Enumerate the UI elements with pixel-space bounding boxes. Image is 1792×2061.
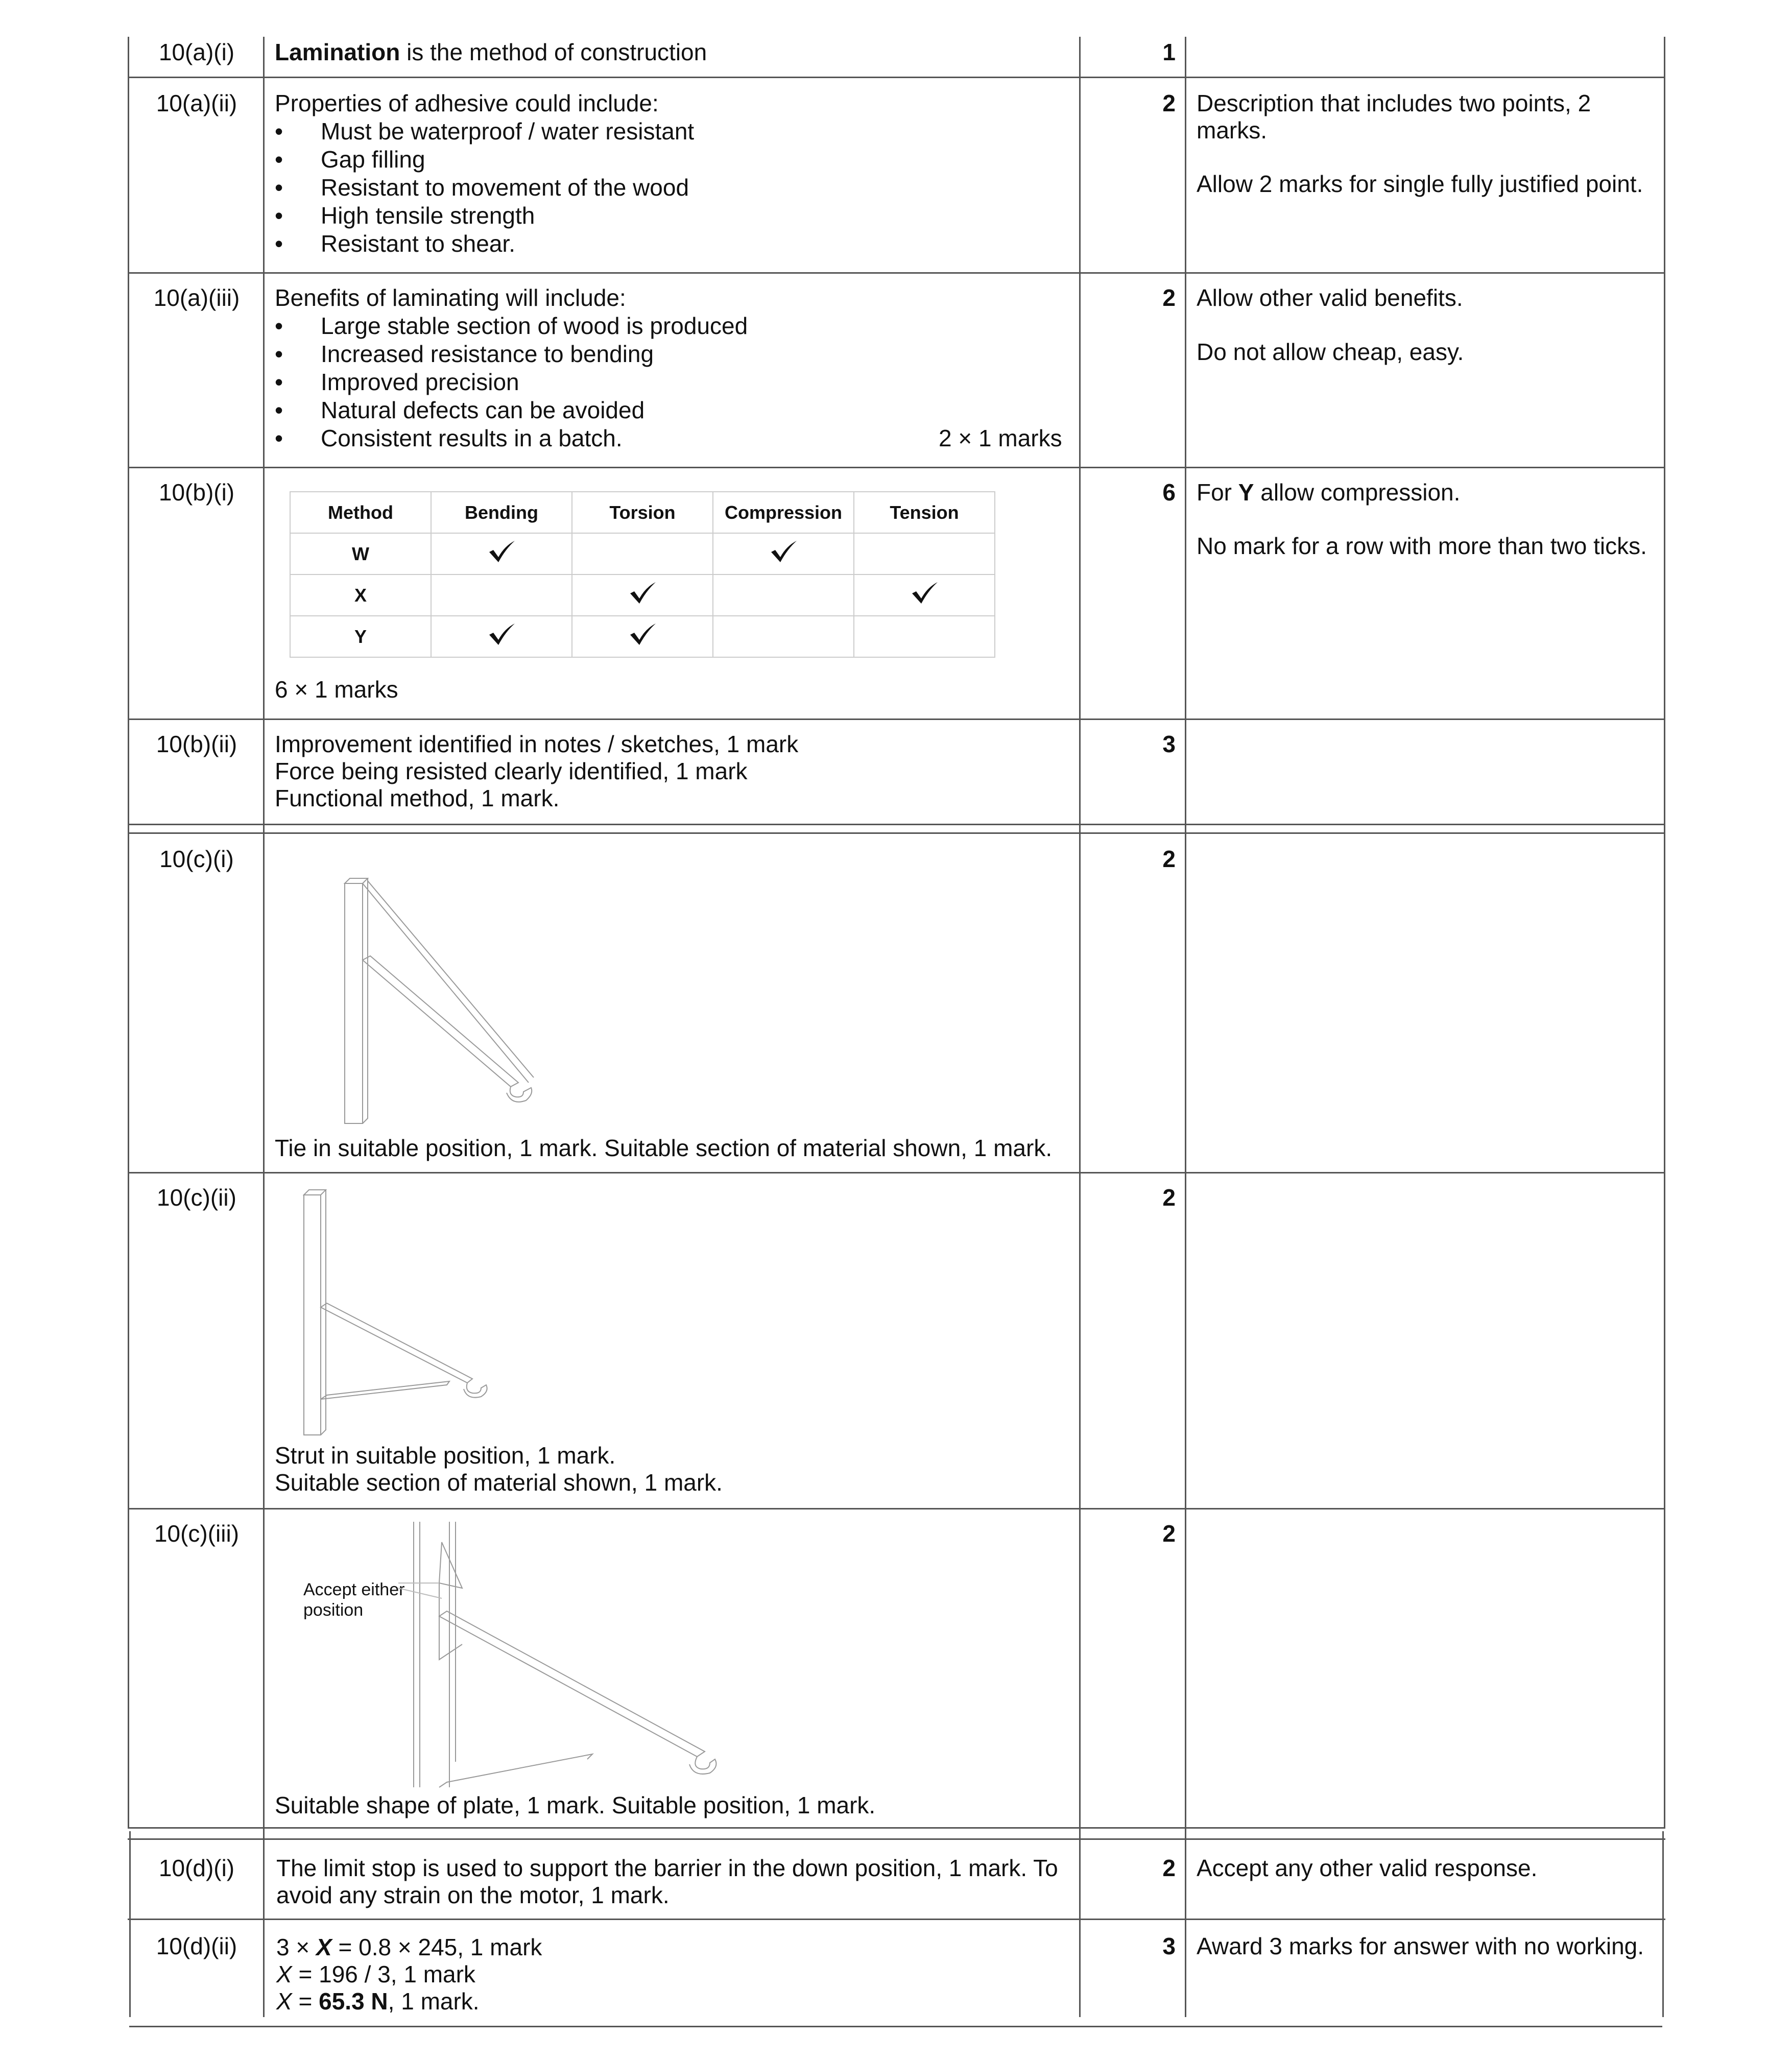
tick-cell — [854, 574, 995, 616]
marks-value: 1 — [1162, 39, 1176, 65]
guidance-pre: For — [1197, 479, 1238, 506]
list-item: • Increased resistance to bending — [275, 340, 748, 368]
answer-line: avoid any strain on the motor, 1 mark. — [276, 1882, 670, 1908]
row-divider — [128, 1508, 1665, 1509]
list-item: • Gap filling — [275, 146, 694, 174]
tick-cell — [431, 574, 572, 616]
list-item: • Natural defects can be avoided — [275, 396, 748, 424]
marks-value: 2 — [1162, 90, 1176, 116]
question-number: 10(a)(iii) — [153, 284, 240, 311]
marks-note: 6 × 1 marks — [275, 676, 398, 703]
marks-value: 2 — [1162, 1520, 1176, 1547]
column-divider — [1185, 37, 1186, 2017]
marks-value: 2 — [1162, 1855, 1176, 1881]
question-number: 10(b)(i) — [158, 479, 235, 506]
question-number: 10(b)(ii) — [156, 731, 237, 757]
table-row — [290, 574, 995, 616]
bullet-list — [275, 117, 694, 258]
tick-cell — [572, 533, 713, 574]
row-divider — [128, 77, 1665, 78]
answer-bold: Lamination — [275, 39, 400, 65]
row-divider — [128, 718, 1665, 720]
answer-line: Force being resisted clearly identified, 1 mark — [275, 758, 748, 784]
answer-line: Improvement identified in notes / sketches, 1 mark — [275, 731, 799, 757]
question-number: 10(c)(i) — [159, 846, 234, 872]
method-label: X — [290, 574, 431, 616]
guidance-text: marks. — [1197, 117, 1267, 143]
tick-cell — [431, 616, 572, 657]
guidance-text: Accept any other valid response. — [1197, 1855, 1538, 1881]
marks-value: 3 — [1162, 731, 1176, 757]
image-annotation: Accept either — [303, 1580, 405, 1599]
answer-intro: Properties of adhesive could include: — [275, 90, 659, 116]
row-divider — [128, 824, 1665, 825]
tick-cell — [713, 616, 854, 657]
question-number: 10(c)(ii) — [157, 1184, 236, 1211]
guidance-text: Do not allow cheap, easy. — [1197, 339, 1464, 365]
answer-line: The limit stop is used to support the barrier in the down position, 1 mark. To — [276, 1855, 1058, 1881]
question-number: 10(a)(i) — [158, 39, 235, 65]
image-caption: Tie in suitable position, 1 mark. Suitable section of material shown, 1 mark. — [275, 1135, 1053, 1161]
working-line — [276, 1960, 475, 1988]
marks-note: 2 × 1 marks — [939, 425, 1062, 451]
marks-value: 2 — [1162, 284, 1176, 311]
list-item: • Resistant to movement of the wood — [275, 174, 694, 202]
guidance-text: Allow 2 marks for single fully justified point. — [1197, 171, 1643, 197]
table-header: Bending — [431, 492, 572, 533]
tick-cell — [431, 533, 572, 574]
eq-part: = — [292, 1988, 319, 2015]
check-icon — [627, 580, 658, 606]
guidance-text — [1197, 478, 1460, 507]
answer-text — [275, 38, 707, 66]
question-number: 10(a)(ii) — [156, 90, 237, 116]
row-divider — [128, 1172, 1665, 1173]
question-number: 10(c)(iii) — [154, 1520, 240, 1547]
tick-cell — [854, 533, 995, 574]
tick-cell — [713, 574, 854, 616]
list-item: • Consistent results in a batch. — [275, 424, 748, 452]
answer-rest: is the method of construction — [400, 39, 707, 65]
check-icon — [486, 539, 517, 564]
list-item: • Resistant to shear. — [275, 230, 694, 258]
table-header: Compression — [713, 492, 854, 533]
table-row — [290, 616, 995, 657]
row-divider — [128, 467, 1665, 468]
check-icon — [768, 539, 799, 564]
method-label: W — [290, 533, 431, 574]
table-header: Torsion — [572, 492, 713, 533]
row-divider — [129, 2026, 1662, 2027]
image-caption: Suitable shape of plate, 1 mark. Suitable position, 1 mark. — [275, 1792, 876, 1818]
bracket-with-tie-image — [327, 868, 541, 1134]
marks-value: 6 — [1162, 479, 1176, 506]
row-divider — [128, 1919, 1665, 1920]
table-row — [290, 533, 995, 574]
check-icon — [909, 580, 940, 606]
answer-line: Functional method, 1 mark. — [275, 785, 560, 811]
column-divider — [263, 37, 265, 2017]
working-line — [276, 1987, 480, 2016]
answer-intro: Benefits of laminating will include: — [275, 284, 626, 311]
table-header: Method — [290, 492, 431, 533]
guidance-text: Award 3 marks for answer with no working. — [1197, 1933, 1644, 1959]
bracket-with-plate-image — [398, 1522, 725, 1792]
question-number: 10(d)(i) — [158, 1855, 235, 1881]
list-item: • Must be waterproof / water resistant — [275, 117, 694, 146]
row-divider — [128, 832, 1665, 834]
tick-cell — [572, 574, 713, 616]
row-divider — [128, 1838, 1665, 1840]
guidance-post: allow compression. — [1254, 479, 1461, 506]
eq-variable: X — [316, 1934, 332, 1960]
check-icon — [486, 621, 517, 647]
tick-cell — [854, 616, 995, 657]
column-divider — [1079, 37, 1081, 2017]
row-divider — [128, 1827, 1665, 1829]
table-header: Tension — [854, 492, 995, 533]
final-answer: 65.3 N — [319, 1988, 388, 2015]
guidance-text: No mark for a row with more than two ticks. — [1197, 533, 1647, 559]
bracket-with-strut-image — [296, 1185, 495, 1440]
guidance-text: Allow other valid benefits. — [1197, 284, 1463, 311]
eq-variable: X — [276, 1961, 292, 1987]
list-item: • Large stable section of wood is produced — [275, 312, 748, 340]
eq-part: = 196 / 3, 1 mark — [292, 1961, 475, 1987]
eq-part: , 1 mark. — [388, 1988, 480, 2015]
method-label: Y — [290, 616, 431, 657]
image-caption: Strut in suitable position, 1 mark. — [275, 1442, 616, 1469]
eq-variable: X — [276, 1988, 292, 2015]
guidance-text: Description that includes two points, 2 — [1197, 90, 1591, 116]
working-line — [276, 1933, 542, 1961]
marks-value: 2 — [1162, 846, 1176, 872]
marks-value: 3 — [1162, 1933, 1176, 1959]
guidance-bold: Y — [1238, 479, 1254, 506]
tick-cell — [713, 533, 854, 574]
list-item: • High tensile strength — [275, 202, 694, 230]
eq-part: 3 × — [276, 1934, 317, 1960]
image-annotation: position — [303, 1600, 364, 1620]
bullet-list — [275, 312, 748, 452]
table-header-row — [290, 492, 995, 533]
question-number: 10(d)(ii) — [156, 1933, 237, 1959]
forces-table — [290, 491, 995, 658]
eq-part: = 0.8 × 245, 1 mark — [331, 1934, 542, 1960]
check-icon — [627, 621, 658, 647]
list-item: • Improved precision — [275, 368, 748, 396]
marks-value: 2 — [1162, 1184, 1176, 1211]
image-caption: Suitable section of material shown, 1 mark. — [275, 1469, 723, 1496]
tick-cell — [572, 616, 713, 657]
row-divider — [128, 272, 1665, 274]
